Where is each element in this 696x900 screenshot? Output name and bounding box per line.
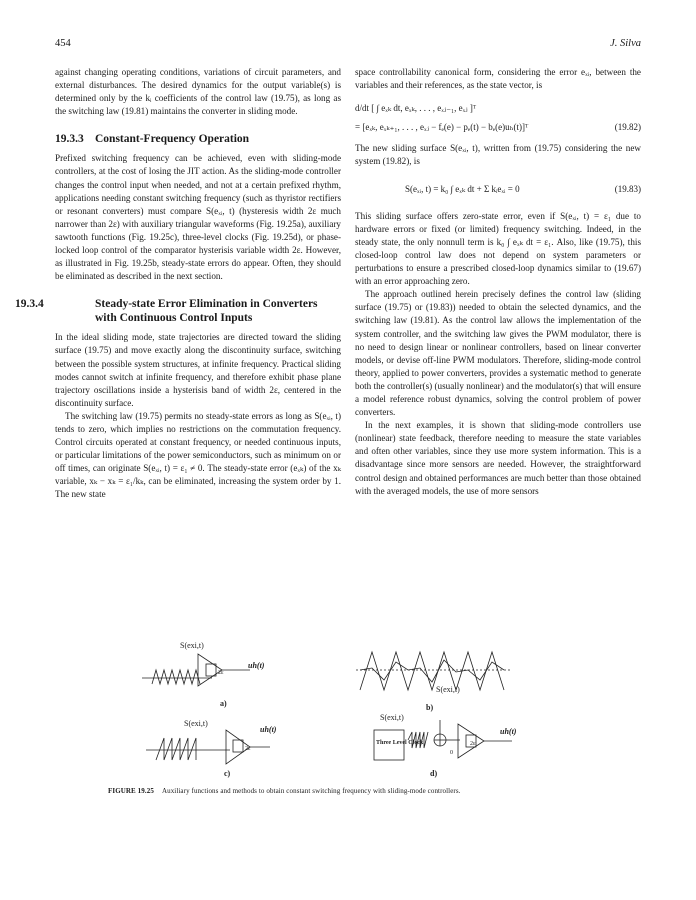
- figure-caption: FIGURE 19.25 Auxiliary functions and methods to obtain constant switching frequency with sliding-mode controllers.: [108, 787, 461, 795]
- page-number: 454: [55, 38, 71, 49]
- right-paragraph-3: This sliding surface offers zero-state error, even if S(eₓᵢ, t) = ε₁ due to hardware errors or fixed (or limited) frequency switching. Indeed, in the steady state, the only nonnull term is k₀ ∫ eₓₖ dt = ε₁. Also, like (19.75), this closed-loop control law does not depend on system parameters or perturbations to ensure a prescribed closed-loop dynamics similar to (19.67) with an error approaching zero.: [355, 210, 641, 287]
- section-heading-1934: 19.3.4 Steady-state Error Elimination in Converters with Continuous Control Inputs: [15, 298, 318, 325]
- running-author: J. Silva: [610, 38, 641, 49]
- left-paragraph-3: In the ideal sliding mode, state trajectories are directed toward the sliding surface (19.75) and move exactly along the discontinuity surface, switching between the possible system structures, at infinite frequency. Practical sliding modes cannot switch at infinite frequency, and therefore exhibit phase plane trajectory oscillations inside a hysterisis band of width 2ε, centered in the discontinuity surface.: [55, 332, 341, 408]
- right-paragraph-5: In the next examples, it is shown that sliding-mode controllers use (nonlinear) state feedback, therefore needing to measure the state variables and often other variables, since they use more system information. This is a disadvantage since more sensors are needed. However, the straightforward control design and obtained performances are much better than those obtained with the averaged models, the use of more sensors: [355, 420, 641, 496]
- sawtooth-wave-c: [156, 738, 196, 760]
- left-column: [15, 66, 341, 502]
- waveform-b: [360, 652, 504, 690]
- fig-a-uh-label: uh(t): [248, 661, 265, 670]
- right-column: [355, 66, 641, 498]
- fig-b-sublabel: b): [426, 703, 434, 712]
- fig-c-sublabel: c): [224, 769, 231, 778]
- equation-19-83: S(eₓᵢ, t) = k₀ ∫ eₓₖ dt + Σ kᵢeₓᵢ = 0 (19.83): [405, 183, 641, 194]
- left-paragraph-1: against changing operating conditions, variations of circuit parameters, and external disturbances. The desired dynamics for the output variable(s) is determined only by the kᵢ coefficients of the control law (19.75), as long as the switching law (19.81) maintains the converter in sliding mode.: [55, 67, 341, 117]
- fig-c-uh-label: uh(t): [260, 725, 277, 734]
- left-paragraph-2: Prefixed switching frequency can be achieved, even with sliding-mode controllers, at the cost of losing the JIT action. As the sliding-mode controller changes the control input when needed, and not at a certain prefixed rhythm, applications needing constant switching frequency (such as thyristor rectifiers or resonant converters) must compare S(eₓᵢ, t) (hysteresis width 2ε much narrower than 2ε) with auxiliary triangular waveforms (Fig. 19.25a), auxiliary sawtooth functions (Fig. 19.25c), three-level clocks (Fig. 19.25d), or phase-locked loop control of the comparator hysterisis variable width 2ε. However, as illustrated in Fig. 19.25b, steady-state errors do appear. Often, they should be eliminated as described in the next section.: [55, 153, 341, 282]
- right-paragraph-2: The new sliding surface S(eₓᵢ, t), written from (19.75) considering the new system (19.82), is: [355, 143, 641, 167]
- fig-d-clock-label: Three Level Clock: [376, 740, 424, 746]
- left-paragraph-4: The switching law (19.75) permits no steady-state errors as long as S(eₓᵢ, t) tends to zero, which implies no restrictions on the commutation frequency. Control circuits operated at constant frequency, or needed continuous inputs, or particular limitations of the power semiconductors, such as minimum on or off times, can originate S(eₓᵢ, t) = ε₁ ≠ 0. The steady-state error (eₓₖ) of the xₖ variable, xₖ − xₖ = ε₁/kₖ, can be eliminated, increasing the system order by 1. The new state: [55, 410, 341, 500]
- right-paragraph-1: space controllability canonical form, considering the error eₓᵢ, between the variables and their references, as the state vector, is: [355, 67, 641, 91]
- triangle-wave-a: [152, 670, 200, 684]
- right-paragraph-4: The approach outlined herein precisely defines the control law (sliding surface (19.75) or (19.83)) needed to obtain the selected dynamics, and the switching law (19.81). As the control law allows the implementation of the system controller, and the switching law gives the PWM modulator, there is no need to design linear or nonlinear controllers, based on linear converter models, or devise off-line PWM modulators. Therefore, sliding-mode control theory, applied to power converters, provides a systematic method to generate both the controller(s) (usually nonlinear) and the modulator(s) that will ensure a model reference robust dynamics, solving the control problem of power converters.: [355, 289, 641, 418]
- fig-d-s-label: S(exi,t): [380, 713, 404, 722]
- equation-19-82: d/dt [ ∫ eₓₖ dt, eₓₖ, . . . , eₓⱼ₋₁, eₓⱼ ]ᵀ = [eₓₖ, eₓₖ₊₁, . . . , eₓⱼ − fₑ(e) − pₑ(t) − bₑ(e)uₕ(t)]ᵀ (19.82): [355, 103, 641, 133]
- fig-d-uh-label: uh(t): [500, 727, 517, 736]
- fig-a-sublabel: a): [220, 699, 227, 708]
- section-heading-1933: 19.3.3 Constant-Frequency Operation: [55, 133, 250, 146]
- fig-c-s-label: S(exi,t): [184, 719, 208, 728]
- figure-19-25: [140, 640, 580, 780]
- fig-a-2e-label: 2ε: [218, 670, 224, 676]
- fig-d-zero-label: 0: [450, 750, 453, 756]
- fig-b-s-label: S(exi,t): [436, 685, 460, 694]
- fig-d-2e-label: 2ε: [470, 741, 476, 747]
- fig-d-sublabel: d): [430, 769, 438, 778]
- fig-a-s-label: S(exi,t): [180, 641, 204, 650]
- fig-c-2e-label: 2ε: [245, 746, 251, 752]
